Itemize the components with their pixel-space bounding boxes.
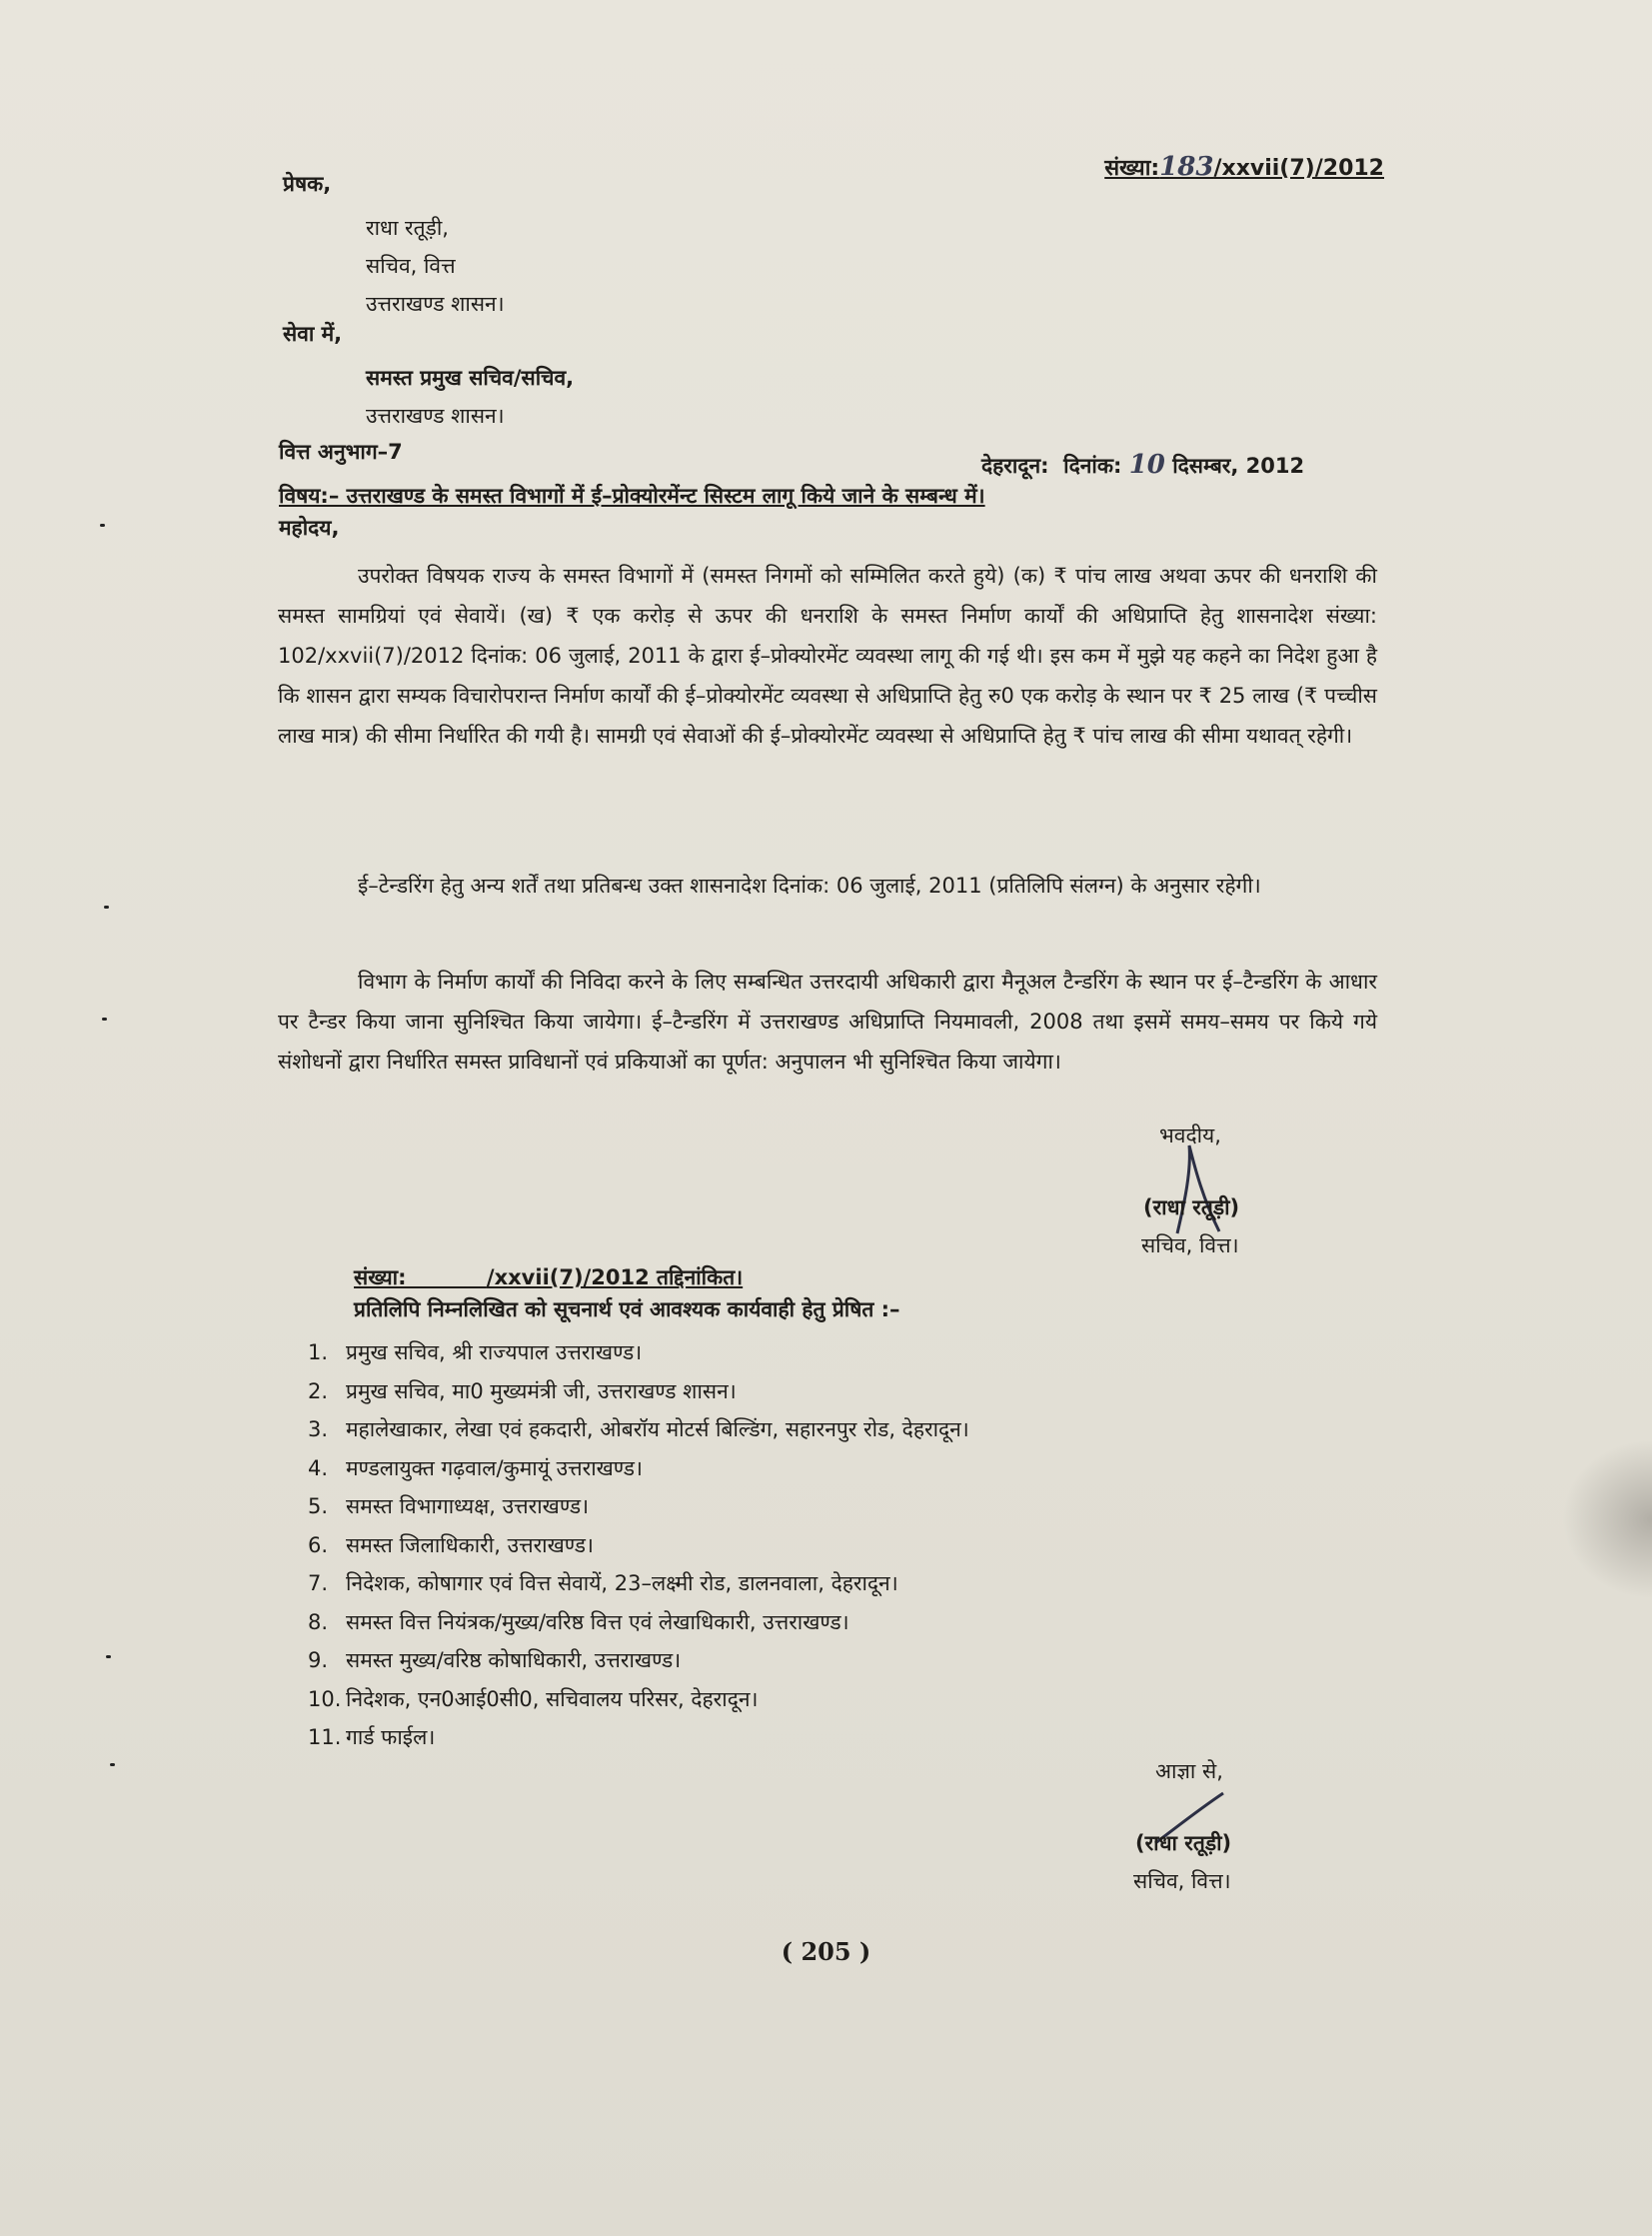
list-item: 9. समस्त मुख्य/वरिष्ठ कोषाधिकारी, उत्तराखण्ड। — [308, 1648, 682, 1672]
sender-name: राधा रतूड़ी, — [366, 216, 449, 240]
recipient-label: सेवा में, — [283, 322, 343, 346]
list-item: 10. निदेशक, एन0आई0सी0, सचिवालय परिसर, देहरादून। — [308, 1686, 759, 1711]
sender-office: उत्तराखण्ड शासन। — [366, 292, 505, 316]
date-label: दिनांक: — [1063, 454, 1122, 478]
sender-label: प्रेषक, — [283, 172, 332, 196]
scan-speck — [104, 906, 109, 909]
signature1-handwritten-mark — [1159, 1139, 1239, 1239]
scan-smudge — [1562, 1439, 1652, 1599]
subject-line: विषय:– उत्तराखण्ड के समस्त विभागों में ई–प्रोक्योरमेंन्ट सिस्टम लागू किये जाने के सम्बन्ध में। — [279, 484, 985, 508]
body-paragraph-2: ई–टेन्डरिंग हेतु अन्य शर्तें तथा प्रतिबन्ध उक्त शासनादेश दिनांक: 06 जुलाई, 2011 (प्रतिलिपि संलग्न) के अनुसार रहेगी। — [358, 874, 1261, 898]
section-name: वित्त अनुभाग–7 — [279, 440, 403, 464]
signature1-designation: सचिव, वित्त। — [1141, 1233, 1239, 1257]
ref-handwritten-number: 183 — [1159, 152, 1214, 182]
list-item: 7. निदेशक, कोषागार एवं वित्त सेवायें, 23–लक्ष्मी रोड, डालनवाला, देहरादून। — [308, 1571, 898, 1595]
salutation: महोदय, — [279, 516, 340, 540]
copy-ref-prefix: संख्या: — [354, 1265, 407, 1289]
signature1-name: (राधा रतूड़ी) — [1143, 1195, 1240, 1219]
scan-speck — [100, 524, 105, 527]
signature2-name: (राधा रतूड़ी) — [1135, 1831, 1232, 1855]
list-item: 4. मण्डलायुक्त गढ़वाल/कुमायूं उत्तराखण्ड। — [308, 1455, 643, 1480]
list-item: 6. समस्त जिलाधिकारी, उत्तराखण्ड। — [308, 1532, 594, 1557]
recipient-name: समस्त प्रमुख सचिव/सचिव, — [366, 366, 575, 390]
copy-recipients-list — [308, 1333, 969, 1757]
scan-speck — [102, 1018, 107, 1021]
page-number: ( 205 ) — [781, 1937, 871, 1966]
scan-speck — [110, 1763, 115, 1766]
list-item: 5. समस्त विभागाध्यक्ष, उत्तराखण्ड। — [308, 1494, 590, 1518]
body-paragraph-1: उपरोक्त विषयक राज्य के समस्त विभागों में (समस्त निगमों को सम्मिलित करते हुये) (क) ₹ पांच लाख अथवा ऊपर की धनराशि की समस्त सामग्रियां एवं सेवायें। (ख) ₹ एक करोड़ से ऊपर की धनराशि के समस्त निर्माण कार्यों की अधिप्राप्ति हेतु शासनादेश संख्या: 102/xxvii(7)/2012 दिनांक: 06 जुलाई, 2011 के द्वारा ई–प्रोक्योरमेंट व्यवस्था लागू की गई थी। इस कम में मुझे यह कहने का निदेश हुआ है कि शासन द्वारा सम्यक विचारोपरान्त निर्माण कार्यों की ई–प्रोक्योरमेंट व्यवस्था से अधिप्राप्ति हेतु रु0 एक करोड़ के स्थान पर ₹ 25 लाख (₹ पच्चीस लाख मात्र) की सीमा निर्धारित की गयी है। सामग्री एवं सेवाओं की ई–प्रोक्योरमेंट व्यवस्था से अधिप्राप्ति हेतु ₹ पांच लाख की सीमा यथावत् रहेगी। — [278, 564, 1377, 748]
list-item: 2. प्रमुख सचिव, मा0 मुख्यमंत्री जी, उत्तराखण्ड शासन। — [308, 1378, 737, 1403]
ref-suffix: /xxvii(7)/2012 — [1213, 156, 1384, 181]
date-day-handwritten: 10 — [1128, 450, 1165, 480]
copy-reference — [354, 1265, 743, 1290]
scan-speck — [106, 1655, 111, 1658]
signature1-closing: भवदीय, — [1159, 1123, 1221, 1147]
copy-ref-suffix: /xxvii(7)/2012 तद्दिनांकित। — [486, 1265, 744, 1289]
date-month-year: दिसम्बर, 2012 — [1172, 454, 1305, 478]
body-paragraph-3: विभाग के निर्माण कार्यों की निविदा करने के लिए सम्बन्धित उत्तरदायी अधिकारी द्वारा मैनूअल टैन्डरिंग के स्थान पर ई–टैन्डरिंग के आधार पर टैन्डर किया जाना सुनिश्चित किया जायेगा। ई–टैन्डरिंग में उत्तराखण्ड अधिप्राप्ति नियमावली, 2008 तथा इसमें समय–समय पर किये गये संशोधनों द्वारा निर्धारित समस्त प्राविधानों एवं प्रकियाओं का पूर्णत: अनुपालन भी सुनिश्चित किया जायेगा। — [278, 970, 1377, 1074]
copy-heading: प्रतिलिपि निम्नलिखित को सूचनार्थ एवं आवश्यक कार्यवाही हेतु प्रेषित :– — [354, 1297, 900, 1321]
list-item: 1. प्रमुख सचिव, श्री राज्यपाल उत्तराखण्ड। — [308, 1340, 643, 1364]
sender-designation: सचिव, वित्त — [366, 254, 456, 278]
ref-prefix: संख्या: — [1104, 156, 1160, 181]
date-place: देहरादून: — [981, 454, 1049, 478]
signature2-designation: सचिव, वित्त। — [1133, 1869, 1231, 1893]
recipient-office: उत्तराखण्ड शासन। — [366, 404, 505, 428]
reference-number — [1104, 152, 1384, 182]
date-line — [981, 450, 1304, 481]
list-item: 8. समस्त वित्त नियंत्रक/मुख्य/वरिष्ठ वित्त एवं लेखाधिकारी, उत्तराखण्ड। — [308, 1609, 849, 1634]
signature2-closing: आज्ञा से, — [1155, 1759, 1223, 1783]
list-item: 3. महालेखाकार, लेखा एवं हकदारी, ओबरॉय मोटर्स बिल्डिंग, सहारनपुर रोड, देहरादून। — [308, 1417, 969, 1441]
list-item: 11. गार्ड फाईल। — [308, 1725, 436, 1749]
